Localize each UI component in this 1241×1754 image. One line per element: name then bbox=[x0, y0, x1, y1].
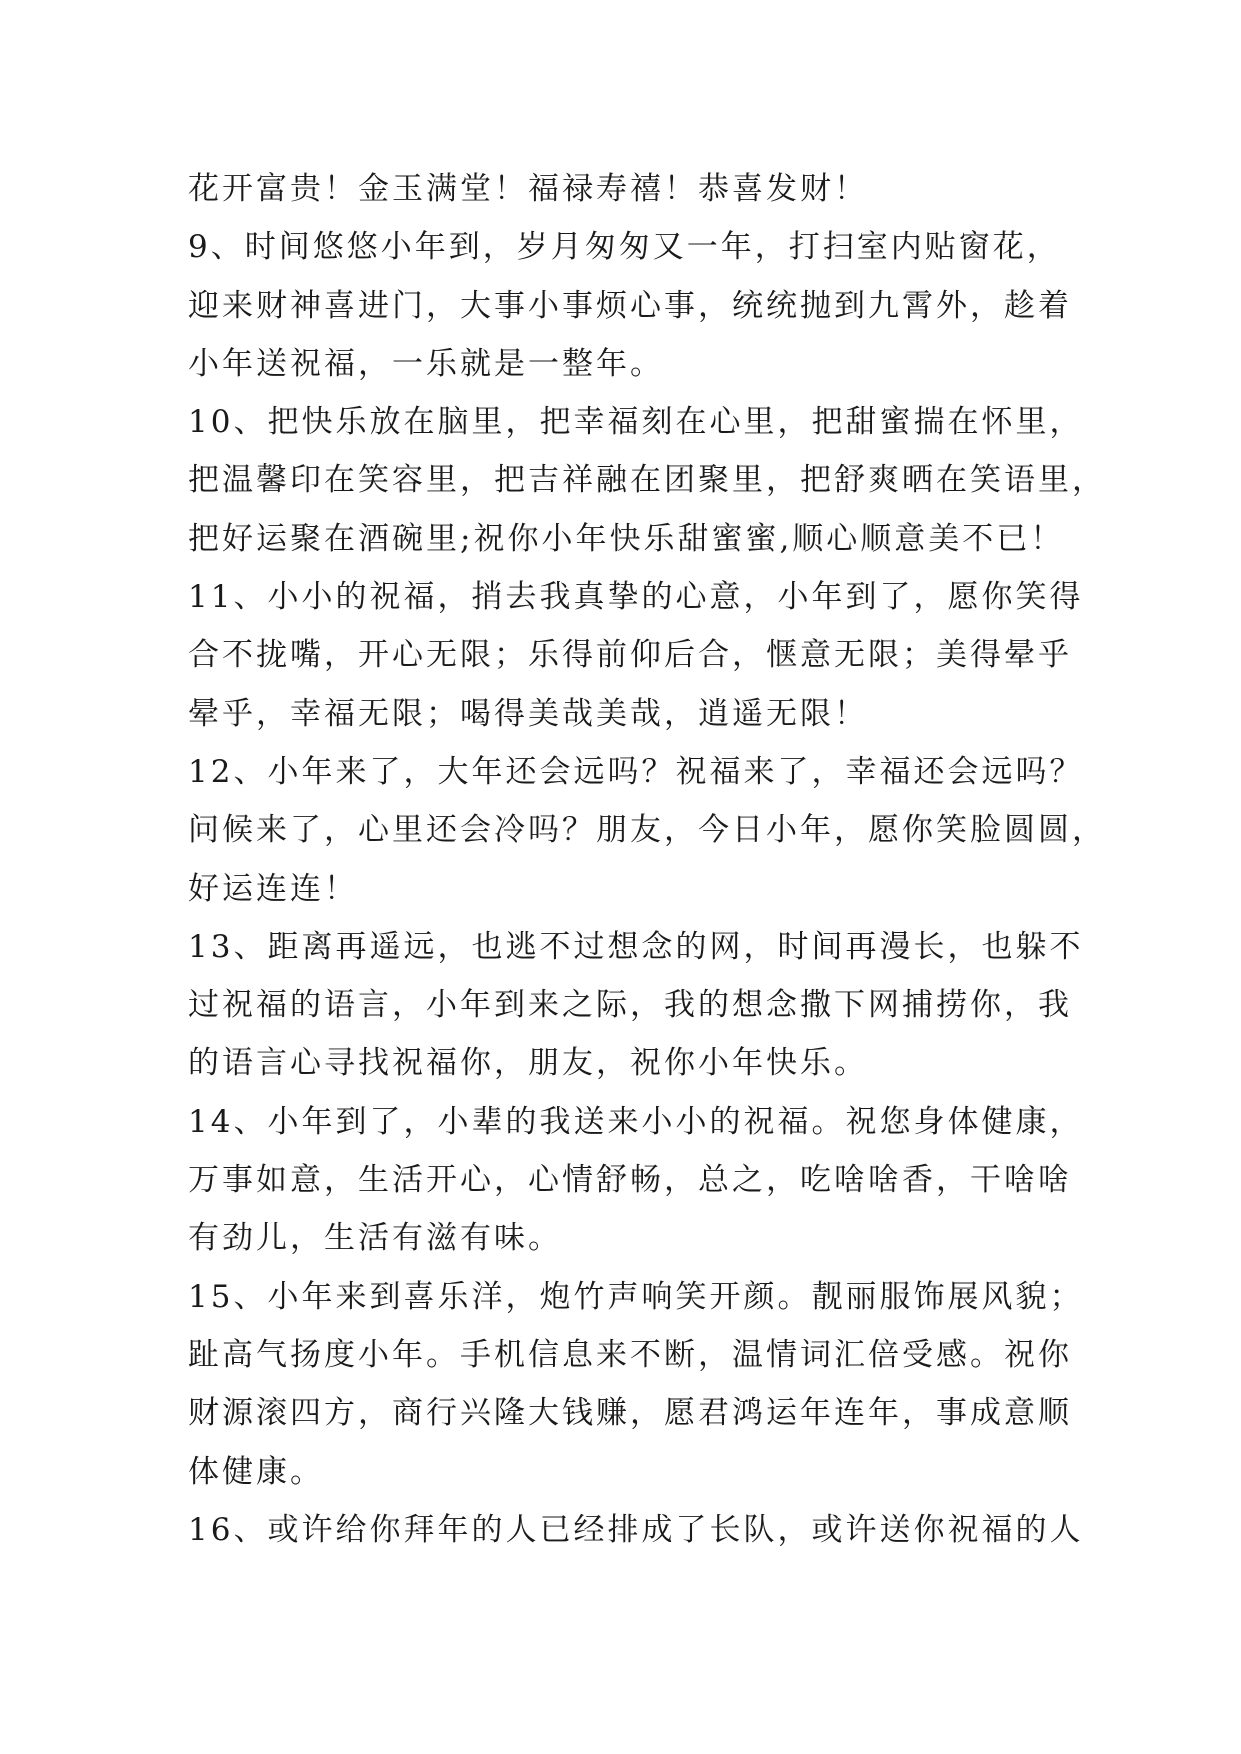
text-line: 16、或许给你拜年的人已经排成了长队，或许送你祝福的人 bbox=[188, 1511, 1084, 1548]
text-line: 把温馨印在笑容里，把吉祥融在团聚里，把舒爽晒在笑语里， bbox=[188, 462, 1106, 499]
text-line: 15、小年来到喜乐洋，炮竹声响笑开颜。靓丽服饰展风貌； bbox=[188, 1278, 1084, 1315]
text-line: 10、把快乐放在脑里，把幸福刻在心里，把甜蜜揣在怀里， bbox=[188, 404, 1084, 441]
text-line: 有劲儿，生活有滋有味。 bbox=[188, 1220, 562, 1257]
text-line: 小年送祝福，一乐就是一整年。 bbox=[188, 345, 664, 382]
text-line: 趾高气扬度小年。手机信息来不断，温情词汇倍受感。祝你 bbox=[188, 1336, 1072, 1373]
text-line: 体健康。 bbox=[188, 1453, 324, 1490]
text-line: 9、时间悠悠小年到，岁月匆匆又一年，打扫室内贴窗花， bbox=[188, 229, 1061, 266]
text-line: 合不拢嘴，开心无限；乐得前仰后合，惬意无限；美得晕乎 bbox=[188, 637, 1072, 674]
text-line: 把好运聚在酒碗里;祝你小年快乐甜蜜蜜,顺心顺意美不已！ bbox=[188, 520, 1065, 557]
text-line: 花开富贵！金玉满堂！福禄寿禧！恭喜发财！ bbox=[188, 171, 868, 207]
text-line: 好运连连！ bbox=[188, 870, 358, 907]
text-line: 迎来财神喜进门，大事小事烦心事，统统抛到九霄外，趁着 bbox=[188, 287, 1072, 324]
body-text bbox=[188, 160, 1106, 1559]
text-line: 万事如意，生活开心，心情舒畅，总之，吃啥啥香，干啥啥 bbox=[188, 1162, 1072, 1199]
text-line: 问候来了，心里还会冷吗？朋友，今日小年，愿你笑脸圆圆， bbox=[188, 812, 1106, 849]
text-line: 11、小小的祝福，捎去我真挚的心意，小年到了，愿你笑得 bbox=[188, 579, 1084, 616]
text-line: 财源滚四方，商行兴隆大钱赚，愿君鸿运年连年，事成意顺 bbox=[188, 1395, 1072, 1432]
text-line: 过祝福的语言，小年到来之际，我的想念撒下网捕捞你，我 bbox=[188, 987, 1072, 1024]
text-line: 晕乎，幸福无限；喝得美哉美哉，逍遥无限！ bbox=[188, 695, 868, 732]
text-line: 12、小年来了，大年还会远吗？祝福来了，幸福还会远吗？ bbox=[188, 753, 1084, 790]
text-line: 14、小年到了，小辈的我送来小小的祝福。祝您身体健康， bbox=[188, 1103, 1084, 1140]
text-line: 的语言心寻找祝福你，朋友，祝你小年快乐。 bbox=[188, 1045, 868, 1082]
text-line: 13、距离再遥远，也逃不过想念的网，时间再漫长，也躲不 bbox=[188, 928, 1084, 965]
